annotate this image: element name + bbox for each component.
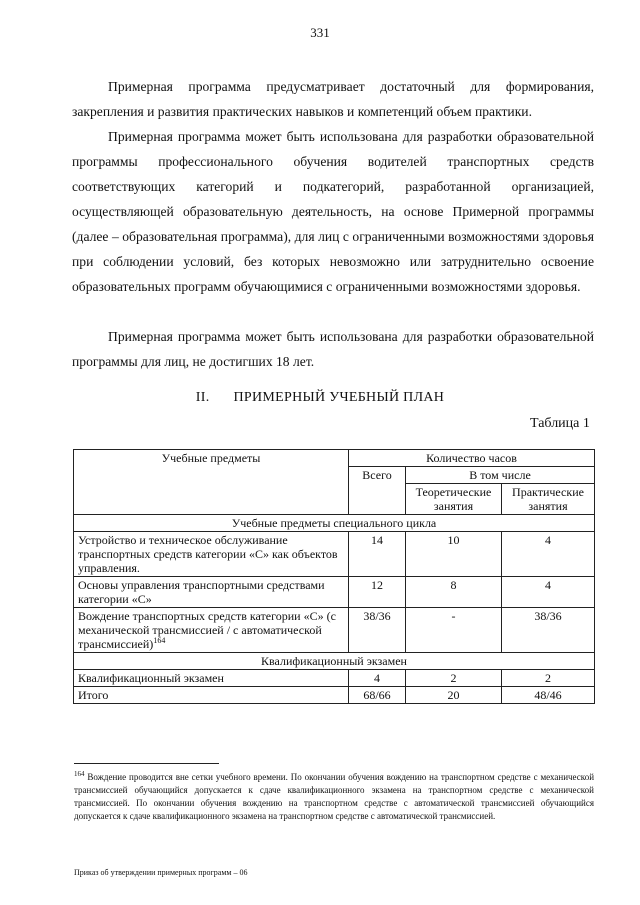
subject-cell	[74, 608, 349, 653]
paragraph-practice-volume: Примерная программа предусматривает достаточный для формирования, закрепления и развития практических навыков и компетенций объем практики.	[72, 79, 594, 119]
footer-note: Приказ об утверждении примерных программ – 06	[74, 868, 248, 877]
table-section-row	[74, 653, 595, 670]
header-hours: Количество часов	[349, 450, 595, 467]
section-heading	[0, 390, 640, 406]
table-row	[74, 577, 595, 608]
header-total: Всего	[349, 467, 406, 515]
subject-cell: Квалификационный экзамен	[74, 670, 349, 687]
page-number: 331	[310, 25, 330, 40]
header-theory: Теоретические занятия	[406, 484, 502, 515]
theory-cell: 20	[406, 687, 502, 704]
total-cell: 4	[349, 670, 406, 687]
table-header-row	[74, 450, 595, 467]
practice-cell: 4	[502, 532, 595, 577]
subject-text: Вождение транспортных средств категории «C» (с механической трансмиссией / с автоматической трансмиссией)	[78, 609, 336, 651]
paragraph-minors: Примерная программа может быть использована для разработки образовательной программы для лиц, не достигших 18 лет.	[72, 329, 594, 369]
table-total-row	[74, 687, 595, 704]
table-row	[74, 532, 595, 577]
total-cell: 12	[349, 577, 406, 608]
theory-cell: 2	[406, 670, 502, 687]
table-row	[74, 608, 595, 653]
subject-cell: Устройство и техническое обслуживание транспортных средств категории «C» как объектов управления.	[74, 532, 349, 577]
footnote-divider	[74, 763, 219, 764]
practice-cell: 38/36	[502, 608, 595, 653]
practice-cell: 48/46	[502, 687, 595, 704]
total-cell: 38/36	[349, 608, 406, 653]
section-number: II.	[195, 390, 210, 405]
table-row	[74, 670, 595, 687]
theory-cell: 10	[406, 532, 502, 577]
section-special-cycle: Учебные предметы специального цикла	[74, 515, 595, 532]
subject-cell: Итого	[74, 687, 349, 704]
table-section-row	[74, 515, 595, 532]
footnote-number: 164	[74, 770, 85, 778]
subject-cell: Основы управления транспортными средствами категории «C»	[74, 577, 349, 608]
footnote	[74, 768, 594, 823]
table-caption: Таблица 1	[530, 416, 590, 431]
section-title: ПРИМЕРНЫЙ УЧЕБНЫЙ ПЛАН	[233, 390, 445, 405]
practice-cell: 4	[502, 577, 595, 608]
header-including: В том числе	[406, 467, 595, 484]
header-practice: Практические занятия	[502, 484, 595, 515]
section-exam: Квалификационный экзамен	[74, 653, 595, 670]
paragraph-disabled-persons: Примерная программа может быть использована для разработки образовательной программы профессионального обучения водителей транспортных средств соответствующих категорий и подкатегорий, разработанной организацией, осуществляющей образовательную деятельность, на основе Примерной программы (далее – образовательная программа), для лиц с ограниченными возможностями здоровья при соблюдении условий, без которых невозможно или затруднительно освоение образовательных программ обучающимися с ограниченными возможностями здоровья.	[72, 129, 594, 294]
footnote-reference: 164	[153, 636, 166, 645]
footnote-text: Вождение проводится вне сетки учебного времени. По окончании обучения вождению на транспортном средстве с механической трансмиссией обучающийся допускается к сдаче квалификационного экзамена на транспортном средстве с механической трансмиссией. По окончании обучения вождению на транспортном средстве с автоматической трансмиссией обучающийся допускается к сдаче квалификационного экзамена на транспортном средстве с автоматической трансмиссией.	[74, 772, 595, 821]
total-cell: 14	[349, 532, 406, 577]
theory-cell: -	[406, 608, 502, 653]
practice-cell: 2	[502, 670, 595, 687]
study-plan-table	[73, 449, 595, 704]
header-subjects: Учебные предметы	[74, 450, 349, 515]
total-cell: 68/66	[349, 687, 406, 704]
theory-cell: 8	[406, 577, 502, 608]
